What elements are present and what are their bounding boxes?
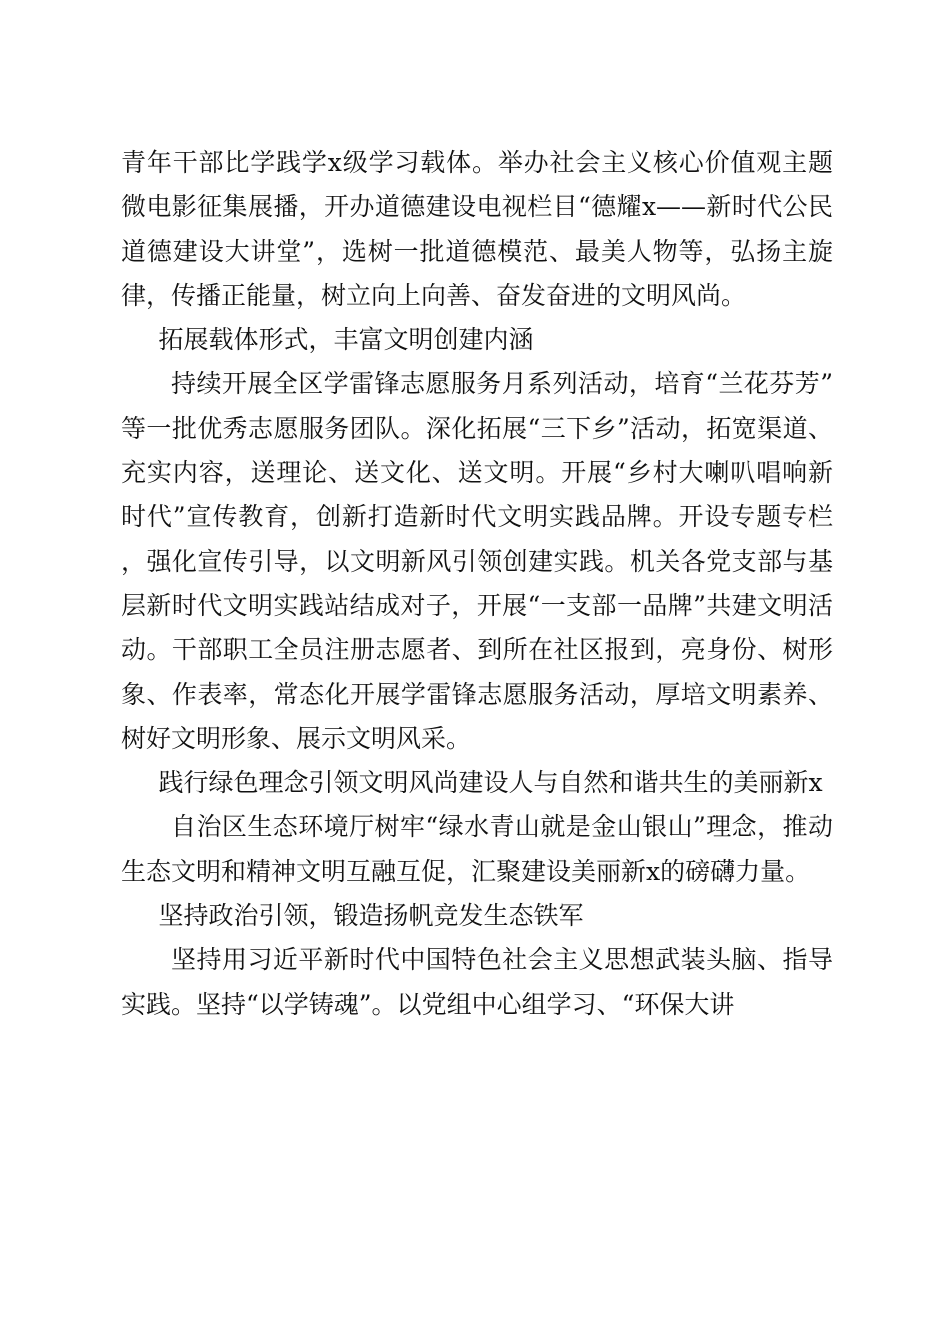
section-heading: 坚持政治引领，锻造扬帆竞发生态铁军 [158, 901, 584, 931]
document-body [121, 141, 833, 1027]
paragraph-continued: 青年干部比学践学x级学习载体。举办社会主义核心价值观主题微电影征集展播，开办道德建设电视栏目“德耀x——新时代公民道德建设大讲堂”，选树一批道德模范、最美人物等，弘扬主旋律，传播正能量，树立向上向善、奋发奋进的文明风尚。 [121, 148, 833, 310]
paragraph: 持续开展全区学雷锋志愿服务月系列活动，培育“兰花芬芳”等一批优秀志愿服务团队。深化拓展“三下乡”活动，拓宽渠道、充实内容，送理论、送文化、送文明。开展“乡村大喇叭唱响新时代”宣传教育，创新打造新时代文明实践品牌。开设专题专栏，强化宣传引导，以文明新风引领创建实践。机关各党支部与基层新时代文明实践站结成对子，开展“一支部一品牌”共建文明活动。干部职工全员注册志愿者、到所在社区报到，亮身份、树形象、作表率，常态化开展学雷锋志愿服务活动，厚培文明素养、树好文明形象、展示文明风采。 [121, 369, 833, 753]
paragraph: 自治区生态环境厅树牢“绿水青山就是金山银山”理念，推动生态文明和精神文明互融互促，汇聚建设美丽新x的磅礴力量。 [121, 812, 833, 886]
paragraph: 坚持用习近平新时代中国特色社会主义思想武装头脑、指导实践。坚持“以学铸魂”。以党组中心组学习、“环保大讲 [121, 945, 833, 1019]
section-heading: 拓展载体形式，丰富文明创建内涵 [158, 325, 534, 355]
section-heading: 践行绿色理念引领文明风尚建设人与自然和谐共生的美丽新x [158, 768, 823, 798]
